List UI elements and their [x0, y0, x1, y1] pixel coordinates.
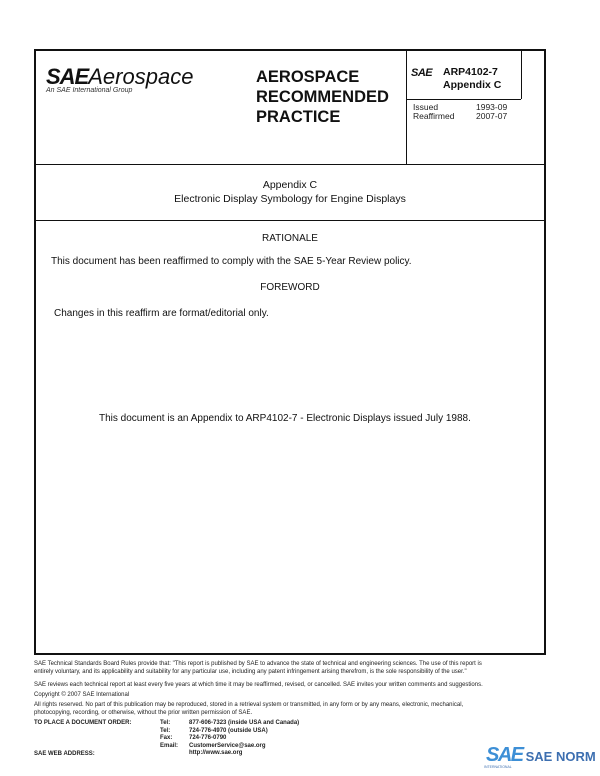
title-line-1: Appendix C — [262, 179, 318, 191]
contact-value: 724-776-4970 (outside USA) — [189, 727, 268, 734]
rationale-text: This document has been reaffirmed to comply with the SAE 5-Year Review policy. — [51, 256, 412, 267]
appendix-note: This document is an Appendix to ARP4102-7 - Electronic Displays issued July 1988. — [99, 413, 471, 424]
issued-value: 1993-09 — [476, 102, 508, 112]
issued-label: Issued — [413, 102, 439, 112]
email-link[interactable]: CustomerService@sae.org — [189, 742, 266, 749]
logo-brand: Aerospace — [88, 64, 194, 89]
rationale-heading: RATIONALE — [262, 233, 318, 244]
footer-rules — [34, 660, 574, 676]
rights-line-1: All rights reserved. No part of this publication may be reproduced, stored in a retrieval system or transmitted, in any form or by any means, electronic, mechanical, — [34, 702, 464, 708]
contact-row: Email: CustomerService@sae.org — [160, 742, 266, 749]
document-number — [443, 66, 501, 92]
watermark-text: SAE NORM — [525, 749, 596, 764]
contact-list — [160, 720, 299, 758]
reaffirmed-label: Reaffirmed — [413, 111, 455, 121]
rights-line-2: photocopying, recording, or otherwise, without the prior written permission of SAE. — [34, 710, 253, 716]
header-number-divider — [406, 99, 521, 100]
order-label: TO PLACE A DOCUMENT ORDER: — [34, 720, 132, 726]
title-line-2: Electronic Display Symbology for Engine Displays — [174, 193, 406, 205]
doc-appendix: Appendix C — [443, 79, 502, 91]
logo-subtitle: An SAE International Group — [46, 87, 133, 94]
header-divider-left — [406, 49, 407, 164]
logo-sae-mark: SAE — [46, 64, 89, 89]
contact-row: Tel: 877-606-7323 (inside USA and Canada) — [160, 720, 300, 726]
doc-type-line-1: AEROSPACE — [256, 68, 360, 86]
header-bottom-rule — [34, 164, 546, 165]
document-type — [256, 67, 389, 127]
contact-row: Fax: 724-776-0790 — [160, 735, 227, 742]
sae-small-logo: SAE — [411, 67, 433, 79]
doc-type-line-3: PRACTICE — [256, 108, 341, 126]
web-address-label: SAE WEB ADDRESS: — [34, 751, 95, 757]
watermark-sae-mark: SAE — [486, 744, 523, 766]
footer-copyright: Copyright © 2007 SAE International — [34, 692, 130, 698]
web-address-link[interactable]: http://www.sae.org — [189, 750, 243, 757]
header-divider-right — [521, 49, 522, 99]
sae-norm-watermark — [486, 744, 596, 767]
document-frame — [34, 49, 546, 655]
foreword-text: Changes in this reaffirm are format/editorial only. — [54, 308, 269, 319]
reaffirmed-value: 2007-07 — [476, 111, 508, 121]
title-bottom-rule — [34, 220, 546, 221]
doc-type-line-2: RECOMMENDED — [256, 88, 389, 106]
rules-line-2: entirely voluntary, and its applicability and suitability for any particular use, including any patent infringement arising therefrom, is the sole responsibility of the user." — [34, 669, 467, 675]
foreword-heading: FOREWORD — [260, 282, 320, 293]
doc-number: ARP4102-7 — [443, 66, 498, 78]
web-row — [160, 750, 299, 758]
watermark-subtext: INTERNATIONAL — [484, 765, 512, 769]
footer-review: SAE reviews each technical report at least every five years at which time it may be reaffirmed, revised, or cancelled. SAE invites your written comments and suggestions. — [34, 682, 483, 688]
rules-line-1: SAE Technical Standards Board Rules provide that: "This report is published by SAE to advance the state of technical and engineering sciences. The use of this report is — [34, 661, 482, 667]
contact-row: Tel: 724-776-4970 (outside USA) — [160, 727, 268, 734]
contact-value: 877-606-7323 (inside USA and Canada) — [189, 720, 300, 726]
document-title — [34, 178, 546, 206]
contact-value: 724-776-0790 — [189, 735, 227, 742]
footer-rights — [34, 701, 574, 717]
